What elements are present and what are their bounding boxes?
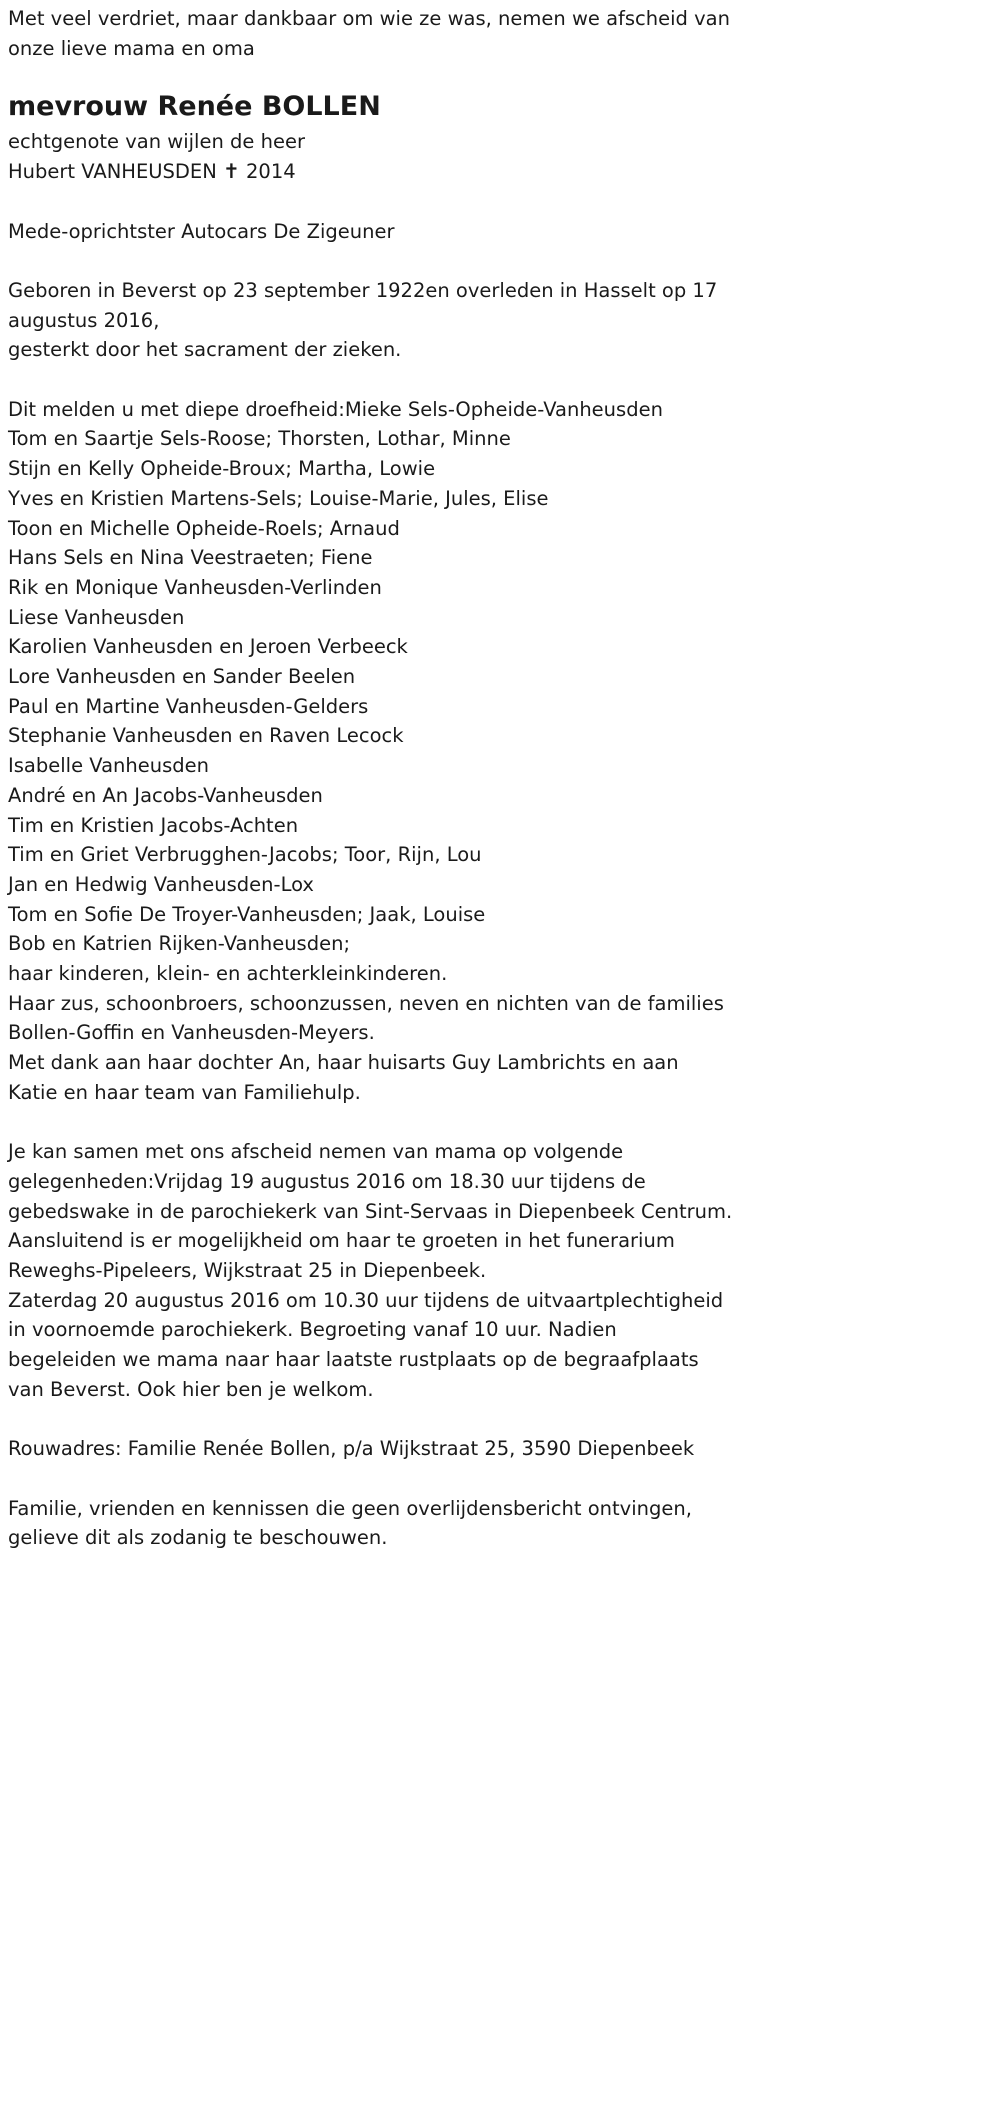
ceremony-line: Reweghs-Pipeleers, Wijkstraat 25 in Diepenbeek. (8, 1259, 487, 1283)
ceremony-line: in voornoemde parochiekerk. Begroeting vanaf 10 uur. Nadien (8, 1318, 617, 1342)
paragraph-spacer (8, 1108, 740, 1138)
ceremony-line: Zaterdag 20 augustus 2016 om 10.30 uur tijdens de uitvaartplechtigheid (8, 1288, 724, 1312)
announcer-line: Tom en Saartje Sels-Roose; Thorsten, Lothar, Minne (8, 427, 511, 451)
announcer-line: Lore Vanheusden en Sander Beelen (8, 665, 356, 689)
announcer-line: Rik en Monique Vanheusden-Verlinden (8, 575, 382, 599)
announcer-line: Stijn en Kelly Opheide-Broux; Martha, Lowie (8, 457, 436, 481)
role-line: Mede-oprichtster Autocars De Zigeuner (8, 219, 395, 243)
ceremony-paragraph (8, 1137, 740, 1404)
spouse-name: Hubert VANHEUSDEN (8, 160, 217, 184)
intro-line: onze lieve mama en oma (8, 36, 255, 60)
birth-death-line: Geboren in Beverst op 23 september 1922en overleden in Hasselt op 17 (8, 278, 718, 302)
ceremony-line: Je kan samen met ons afscheid nemen van mama op volgende (8, 1140, 624, 1164)
announcer-line: Isabelle Vanheusden (8, 754, 210, 778)
paragraph-spacer (8, 1405, 740, 1435)
announcer-line: Jan en Hedwig Vanheusden-Lox (8, 872, 314, 896)
ceremony-line: gelegenheden:Vrijdag 19 augustus 2016 om 18.30 uur tijdens de (8, 1169, 646, 1193)
announcer-line: Bollen-Goffin en Vanheusden-Meyers. (8, 1021, 375, 1045)
mourning-address: Rouwadres: Familie Renée Bollen, p/a Wijkstraat 25, 3590 Diepenbeek (8, 1437, 695, 1461)
announcer-line: haar kinderen, klein- en achterkleinkinderen. (8, 962, 448, 986)
ceremony-line: van Beverst. Ook hier ben je welkom. (8, 1377, 374, 1401)
announcer-line: Toon en Michelle Opheide-Roels; Arnaud (8, 516, 400, 540)
birth-death-paragraph (8, 276, 740, 365)
paragraph-spacer (8, 187, 740, 217)
closing-line: Familie, vrienden en kennissen die geen overlijdensbericht ontvingen, (8, 1496, 692, 1520)
obituary-document (8, 4, 740, 1553)
ceremony-line: Aansluitend is er mogelijkheid om haar te groeten in het funerarium (8, 1229, 675, 1253)
intro-line: Met veel verdriet, maar dankbaar om wie ze was, nemen we afscheid van (8, 7, 730, 30)
announcer-line: Bob en Katrien Rijken-Vanheusden; (8, 932, 351, 956)
announcer-line: Haar zus, schoonbroers, schoonzussen, neven en nichten van de families (8, 991, 724, 1015)
birth-death-line: gesterkt door het sacrament der zieken. (8, 338, 402, 362)
cross-icon: ✝ (223, 159, 240, 184)
announcer-line: Met dank aan haar dochter An, haar huisarts Guy Lambrichts en aan (8, 1051, 679, 1075)
announcer-line: Tim en Griet Verbrugghen-Jacobs; Toor, Rijn, Lou (8, 843, 482, 867)
announcer-line: Stephanie Vanheusden en Raven Lecock (8, 724, 404, 748)
ceremony-line: gebedswake in de parochiekerk van Sint-Servaas in Diepenbeek Centrum. (8, 1199, 733, 1223)
spouse-line: echtgenote van wijlen de heer (8, 130, 305, 154)
announcer-line: Dit melden u met diepe droefheid:Mieke Sels-Opheide-Vanheusden (8, 397, 663, 421)
spouse-name-line (8, 157, 740, 187)
spouse-death-year: 2014 (246, 160, 296, 184)
paragraph-spacer (8, 1464, 740, 1494)
announcer-line: Paul en Martine Vanheusden-Gelders (8, 694, 369, 718)
spouse-block (8, 127, 740, 186)
intro-paragraph (8, 4, 740, 63)
birth-death-line: augustus 2016, (8, 308, 160, 332)
announcer-line: Liese Vanheusden (8, 605, 185, 629)
announcer-line: Karolien Vanheusden en Jeroen Verbeeck (8, 635, 408, 659)
announcers-paragraph (8, 395, 740, 1108)
announcer-line: Tom en Sofie De Troyer-Vanheusden; Jaak, Louise (8, 902, 486, 926)
closing-line: gelieve dit als zodanig te beschouwen. (8, 1526, 388, 1550)
announcer-line: Hans Sels en Nina Veestraeten; Fiene (8, 546, 373, 570)
announcer-line: Yves en Kristien Martens-Sels; Louise-Marie, Jules, Elise (8, 486, 549, 510)
closing-paragraph (8, 1494, 740, 1553)
announcer-line: Tim en Kristien Jacobs-Achten (8, 813, 299, 837)
ceremony-line: begeleiden we mama naar haar laatste rustplaats op de begraafplaats (8, 1348, 699, 1372)
paragraph-spacer (8, 365, 740, 395)
paragraph-spacer (8, 246, 740, 276)
announcer-line: Katie en haar team van Familiehulp. (8, 1080, 361, 1104)
announcer-line: André en An Jacobs-Vanheusden (8, 783, 323, 807)
deceased-name: mevrouw Renée BOLLEN (8, 91, 381, 123)
